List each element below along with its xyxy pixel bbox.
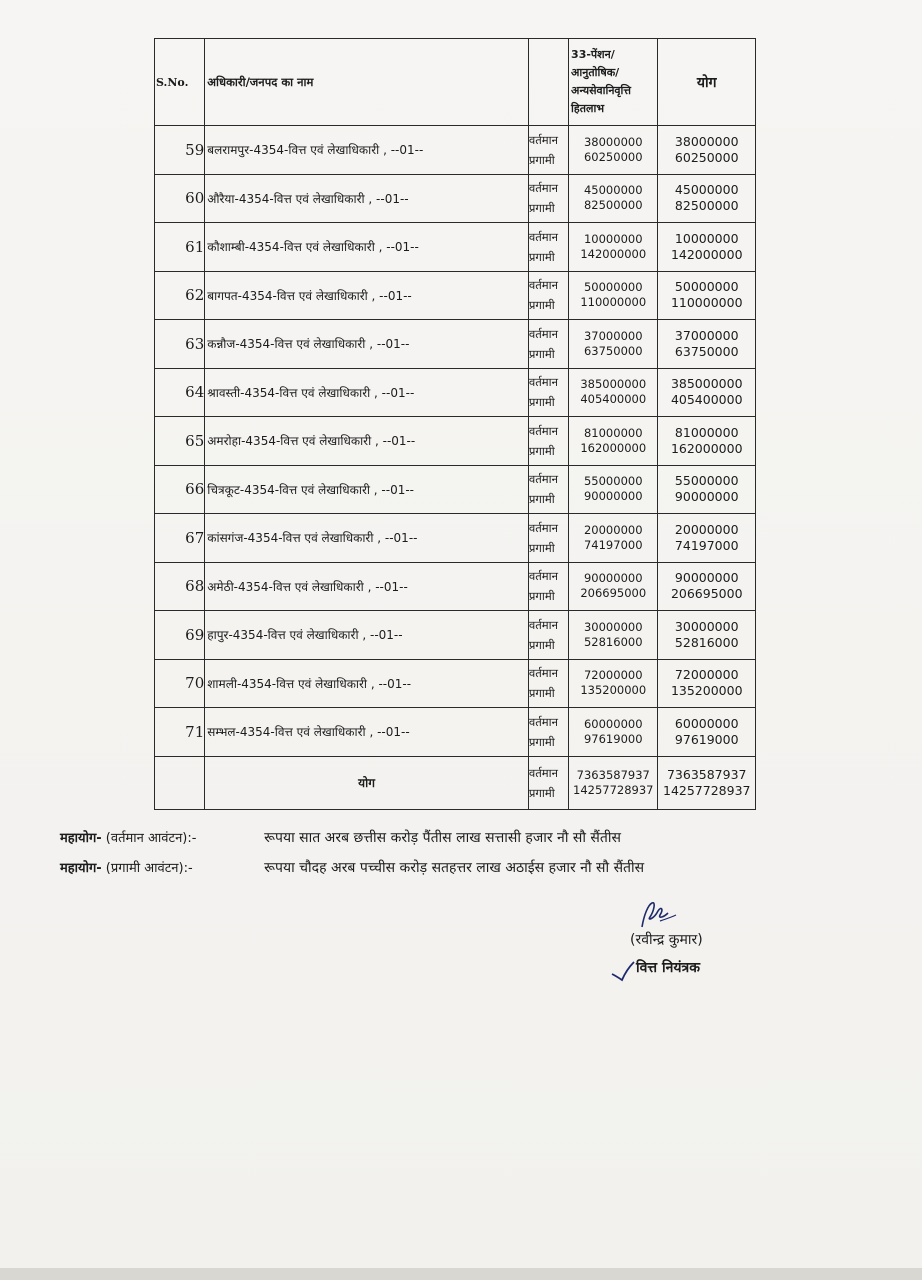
row-name: कन्नौज-4354-वित्त एवं लेखाधिकारी , --01-- xyxy=(205,320,529,369)
table-row xyxy=(155,562,756,611)
row-name: सम्भल-4354-वित्त एवं लेखाधिकारी , --01-- xyxy=(205,708,529,757)
table-row xyxy=(155,417,756,466)
row-name: अमरोहा-4354-वित्त एवं लेखाधिकारी , --01-- xyxy=(205,417,529,466)
row-sno: 64 xyxy=(155,368,205,417)
type-label: प्रगामी xyxy=(528,249,555,264)
row-name: कांसगंज-4354-वित्त एवं लेखाधिकारी , --01-- xyxy=(205,514,529,563)
row-col33 xyxy=(569,708,658,757)
row-type xyxy=(528,174,568,223)
row-total-current: 81000000 xyxy=(674,424,739,440)
row-col33 xyxy=(569,126,658,175)
grand-total-label-bold: महायोग- xyxy=(60,861,102,876)
row-name: कौशाम्बी-4354-वित्त एवं लेखाधिकारी , --01-- xyxy=(205,223,529,272)
row-col33-current: 10000000 xyxy=(583,231,643,246)
row-total-progressive: 63750000 xyxy=(674,343,739,359)
row-total xyxy=(658,708,756,757)
row-sno: 69 xyxy=(155,611,205,660)
row-total-current: 90000000 xyxy=(674,570,739,586)
total-type xyxy=(528,756,568,809)
row-col33-progressive: 74197000 xyxy=(583,537,643,552)
row-total-current: 10000000 xyxy=(674,230,739,246)
row-total-progressive: 405400000 xyxy=(670,392,743,408)
type-label: वर्तमान xyxy=(528,765,559,780)
row-col33-current: 38000000 xyxy=(583,134,643,149)
row-total-current: 30000000 xyxy=(674,618,739,634)
table-row xyxy=(155,320,756,369)
header-type xyxy=(528,39,568,126)
row-sno: 63 xyxy=(155,320,205,369)
header-col33-line: हितलाभ xyxy=(571,102,605,115)
grand-total-label-rest: (प्रगामी आवंटन):- xyxy=(101,861,193,876)
type-label: वर्तमान xyxy=(528,714,559,729)
row-name: औरैया-4354-वित्त एवं लेखाधिकारी , --01-- xyxy=(205,174,529,223)
table-row xyxy=(155,174,756,223)
row-total xyxy=(658,562,756,611)
row-col33 xyxy=(569,320,658,369)
row-type xyxy=(528,659,568,708)
row-total-current: 60000000 xyxy=(674,715,739,731)
row-type xyxy=(528,465,568,514)
row-col33-progressive: 97619000 xyxy=(583,731,643,746)
grand-total-progressive-label xyxy=(60,858,260,876)
row-sno: 62 xyxy=(155,271,205,320)
total-label: योग xyxy=(205,756,529,809)
row-col33-current: 385000000 xyxy=(580,377,647,392)
row-type xyxy=(528,368,568,417)
total-col33 xyxy=(569,756,658,809)
row-total-current: 20000000 xyxy=(674,521,739,537)
row-type xyxy=(528,708,568,757)
row-name: शामली-4354-वित्त एवं लेखाधिकारी , --01-- xyxy=(205,659,529,708)
row-type xyxy=(528,320,568,369)
row-col33-current: 90000000 xyxy=(583,571,643,586)
row-type xyxy=(528,417,568,466)
header-total: योग xyxy=(658,39,756,126)
row-sno: 61 xyxy=(155,223,205,272)
total-sum-current: 7363587937 xyxy=(666,766,747,782)
row-total-progressive: 206695000 xyxy=(670,586,743,602)
grand-total-progressive xyxy=(60,858,760,877)
row-total-progressive: 97619000 xyxy=(674,731,739,747)
row-name: श्रावस्ती-4354-वित्त एवं लेखाधिकारी , --01-- xyxy=(205,368,529,417)
row-col33-progressive: 405400000 xyxy=(580,392,647,407)
row-type xyxy=(528,126,568,175)
row-col33 xyxy=(569,174,658,223)
signatory-name: (रवीन्द्र कुमार) xyxy=(630,932,703,948)
row-total xyxy=(658,514,756,563)
row-total-current: 55000000 xyxy=(674,473,739,489)
grand-total-label-rest: (वर्तमान आवंटन):- xyxy=(101,831,197,846)
type-label: वर्तमान xyxy=(528,423,559,438)
row-sno: 67 xyxy=(155,514,205,563)
table-row xyxy=(155,465,756,514)
row-total-progressive: 90000000 xyxy=(674,489,739,505)
row-col33-current: 55000000 xyxy=(583,474,643,489)
row-col33-progressive: 90000000 xyxy=(583,489,643,504)
grand-total-label-bold: महायोग- xyxy=(60,831,102,846)
row-col33-progressive: 52816000 xyxy=(583,634,643,649)
row-type xyxy=(528,514,568,563)
row-col33-current: 72000000 xyxy=(583,668,643,683)
row-total-current: 37000000 xyxy=(674,327,739,343)
signatory-title: वित्त नियंत्रक xyxy=(636,960,700,976)
type-label: वर्तमान xyxy=(528,278,559,293)
row-total-current: 72000000 xyxy=(674,667,739,683)
row-sno: 65 xyxy=(155,417,205,466)
type-label: वर्तमान xyxy=(528,326,559,341)
row-total-progressive: 162000000 xyxy=(670,440,743,456)
row-col33 xyxy=(569,271,658,320)
row-total-progressive: 74197000 xyxy=(674,537,739,553)
row-col33-progressive: 82500000 xyxy=(583,198,643,213)
row-col33 xyxy=(569,223,658,272)
row-col33-current: 37000000 xyxy=(583,328,643,343)
row-name: चित्रकूट-4354-वित्त एवं लेखाधिकारी , --01-- xyxy=(205,465,529,514)
header-col33-line: आनुतोषिक/ xyxy=(571,66,620,79)
type-label: प्रगामी xyxy=(528,589,555,604)
row-col33 xyxy=(569,659,658,708)
row-col33 xyxy=(569,562,658,611)
row-col33 xyxy=(569,368,658,417)
type-label: प्रगामी xyxy=(528,201,555,216)
row-col33-progressive: 60250000 xyxy=(583,149,643,164)
row-total xyxy=(658,417,756,466)
row-col33-progressive: 162000000 xyxy=(580,440,647,455)
header-name: अधिकारी/जनपद का नाम xyxy=(205,39,529,126)
row-col33-current: 60000000 xyxy=(583,716,643,731)
row-total xyxy=(658,126,756,175)
type-label: प्रगामी xyxy=(528,540,555,555)
grand-total-current-text: रूपया सात अरब छत्तीस करोड़ पैंतीस लाख सत्तासी हजार नौ सौ सैंतीस xyxy=(264,830,621,846)
row-col33-current: 81000000 xyxy=(583,425,643,440)
table-body xyxy=(155,126,756,757)
row-col33-progressive: 206695000 xyxy=(580,586,647,601)
type-label: वर्तमान xyxy=(528,666,559,681)
row-sno: 70 xyxy=(155,659,205,708)
row-col33 xyxy=(569,417,658,466)
row-col33 xyxy=(569,465,658,514)
header-col33 xyxy=(569,39,658,126)
row-type xyxy=(528,562,568,611)
type-label: प्रगामी xyxy=(528,637,555,652)
type-label: प्रगामी xyxy=(528,395,555,410)
row-total-current: 385000000 xyxy=(670,376,743,392)
row-total xyxy=(658,368,756,417)
table-row xyxy=(155,708,756,757)
row-total xyxy=(658,659,756,708)
table-row xyxy=(155,611,756,660)
row-name: अमेठी-4354-वित्त एवं लेखाधिकारी , --01-- xyxy=(205,562,529,611)
row-col33-progressive: 135200000 xyxy=(580,683,647,698)
row-sno: 68 xyxy=(155,562,205,611)
row-col33-progressive: 63750000 xyxy=(583,343,643,358)
table-row xyxy=(155,368,756,417)
type-label: वर्तमान xyxy=(528,132,559,147)
check-mark-icon xyxy=(610,960,636,982)
row-name: बलरामपुर-4354-वित्त एवं लेखाधिकारी , --01-- xyxy=(205,126,529,175)
row-total xyxy=(658,223,756,272)
total-col33-progressive: 14257728937 xyxy=(573,782,654,797)
row-sno: 60 xyxy=(155,174,205,223)
row-total xyxy=(658,174,756,223)
row-sno: 59 xyxy=(155,126,205,175)
row-total-progressive: 142000000 xyxy=(670,246,743,262)
type-label: प्रगामी xyxy=(528,492,555,507)
row-type xyxy=(528,271,568,320)
row-total-current: 45000000 xyxy=(674,182,739,198)
row-col33-current: 30000000 xyxy=(583,619,643,634)
row-col33-current: 20000000 xyxy=(583,522,643,537)
row-col33-progressive: 142000000 xyxy=(580,246,647,261)
type-label: प्रगामी xyxy=(528,686,555,701)
row-type xyxy=(528,611,568,660)
type-label: प्रगामी xyxy=(528,346,555,361)
type-label: प्रगामी xyxy=(528,298,555,313)
grand-total-progressive-text: रूपया चौदह अरब पच्चीस करोड़ सतहत्तर लाख अठाईस हजार नौ सौ सैंतीस xyxy=(264,860,645,876)
row-col33 xyxy=(569,514,658,563)
page-edge xyxy=(0,1268,922,1280)
header-col33-line: अन्यसेवानिवृत्ति xyxy=(571,84,631,97)
row-sno: 71 xyxy=(155,708,205,757)
total-col33-current: 7363587937 xyxy=(576,767,650,782)
type-label: वर्तमान xyxy=(528,520,559,535)
type-label: वर्तमान xyxy=(528,229,559,244)
header-sno: S.No. xyxy=(155,39,205,126)
row-col33-current: 50000000 xyxy=(583,280,643,295)
row-total-progressive: 135200000 xyxy=(670,683,743,699)
row-total-current: 38000000 xyxy=(674,133,739,149)
total-sno xyxy=(155,756,205,809)
type-label: प्रगामी xyxy=(528,785,555,800)
budget-table xyxy=(154,38,756,810)
table-total-row xyxy=(155,756,756,809)
total-sum xyxy=(658,756,756,809)
total-sum-progressive: 14257728937 xyxy=(663,782,751,798)
row-total-current: 50000000 xyxy=(674,279,739,295)
type-label: वर्तमान xyxy=(528,181,559,196)
table-header-row xyxy=(155,39,756,126)
table-row xyxy=(155,514,756,563)
row-name: हापुर-4354-वित्त एवं लेखाधिकारी , --01-- xyxy=(205,611,529,660)
table-row xyxy=(155,223,756,272)
row-col33-current: 45000000 xyxy=(583,183,643,198)
header-col33-line: 33-पेंशन/ xyxy=(571,48,615,61)
row-total-progressive: 110000000 xyxy=(670,295,743,311)
row-total xyxy=(658,611,756,660)
row-total-progressive: 82500000 xyxy=(674,198,739,214)
row-sno: 66 xyxy=(155,465,205,514)
row-col33 xyxy=(569,611,658,660)
row-total xyxy=(658,320,756,369)
row-total xyxy=(658,271,756,320)
row-total-progressive: 60250000 xyxy=(674,149,739,165)
type-label: वर्तमान xyxy=(528,375,559,390)
row-total-progressive: 52816000 xyxy=(674,634,739,650)
type-label: प्रगामी xyxy=(528,152,555,167)
type-label: वर्तमान xyxy=(528,617,559,632)
type-label: प्रगामी xyxy=(528,443,555,458)
grand-total-current xyxy=(60,828,760,847)
row-name: बागपत-4354-वित्त एवं लेखाधिकारी , --01-- xyxy=(205,271,529,320)
row-type xyxy=(528,223,568,272)
grand-total-current-label xyxy=(60,828,260,846)
type-label: वर्तमान xyxy=(528,569,559,584)
type-label: प्रगामी xyxy=(528,734,555,749)
type-label: वर्तमान xyxy=(528,472,559,487)
row-total xyxy=(658,465,756,514)
table-row xyxy=(155,659,756,708)
row-col33-progressive: 110000000 xyxy=(580,295,647,310)
table-row xyxy=(155,271,756,320)
table-row xyxy=(155,126,756,175)
